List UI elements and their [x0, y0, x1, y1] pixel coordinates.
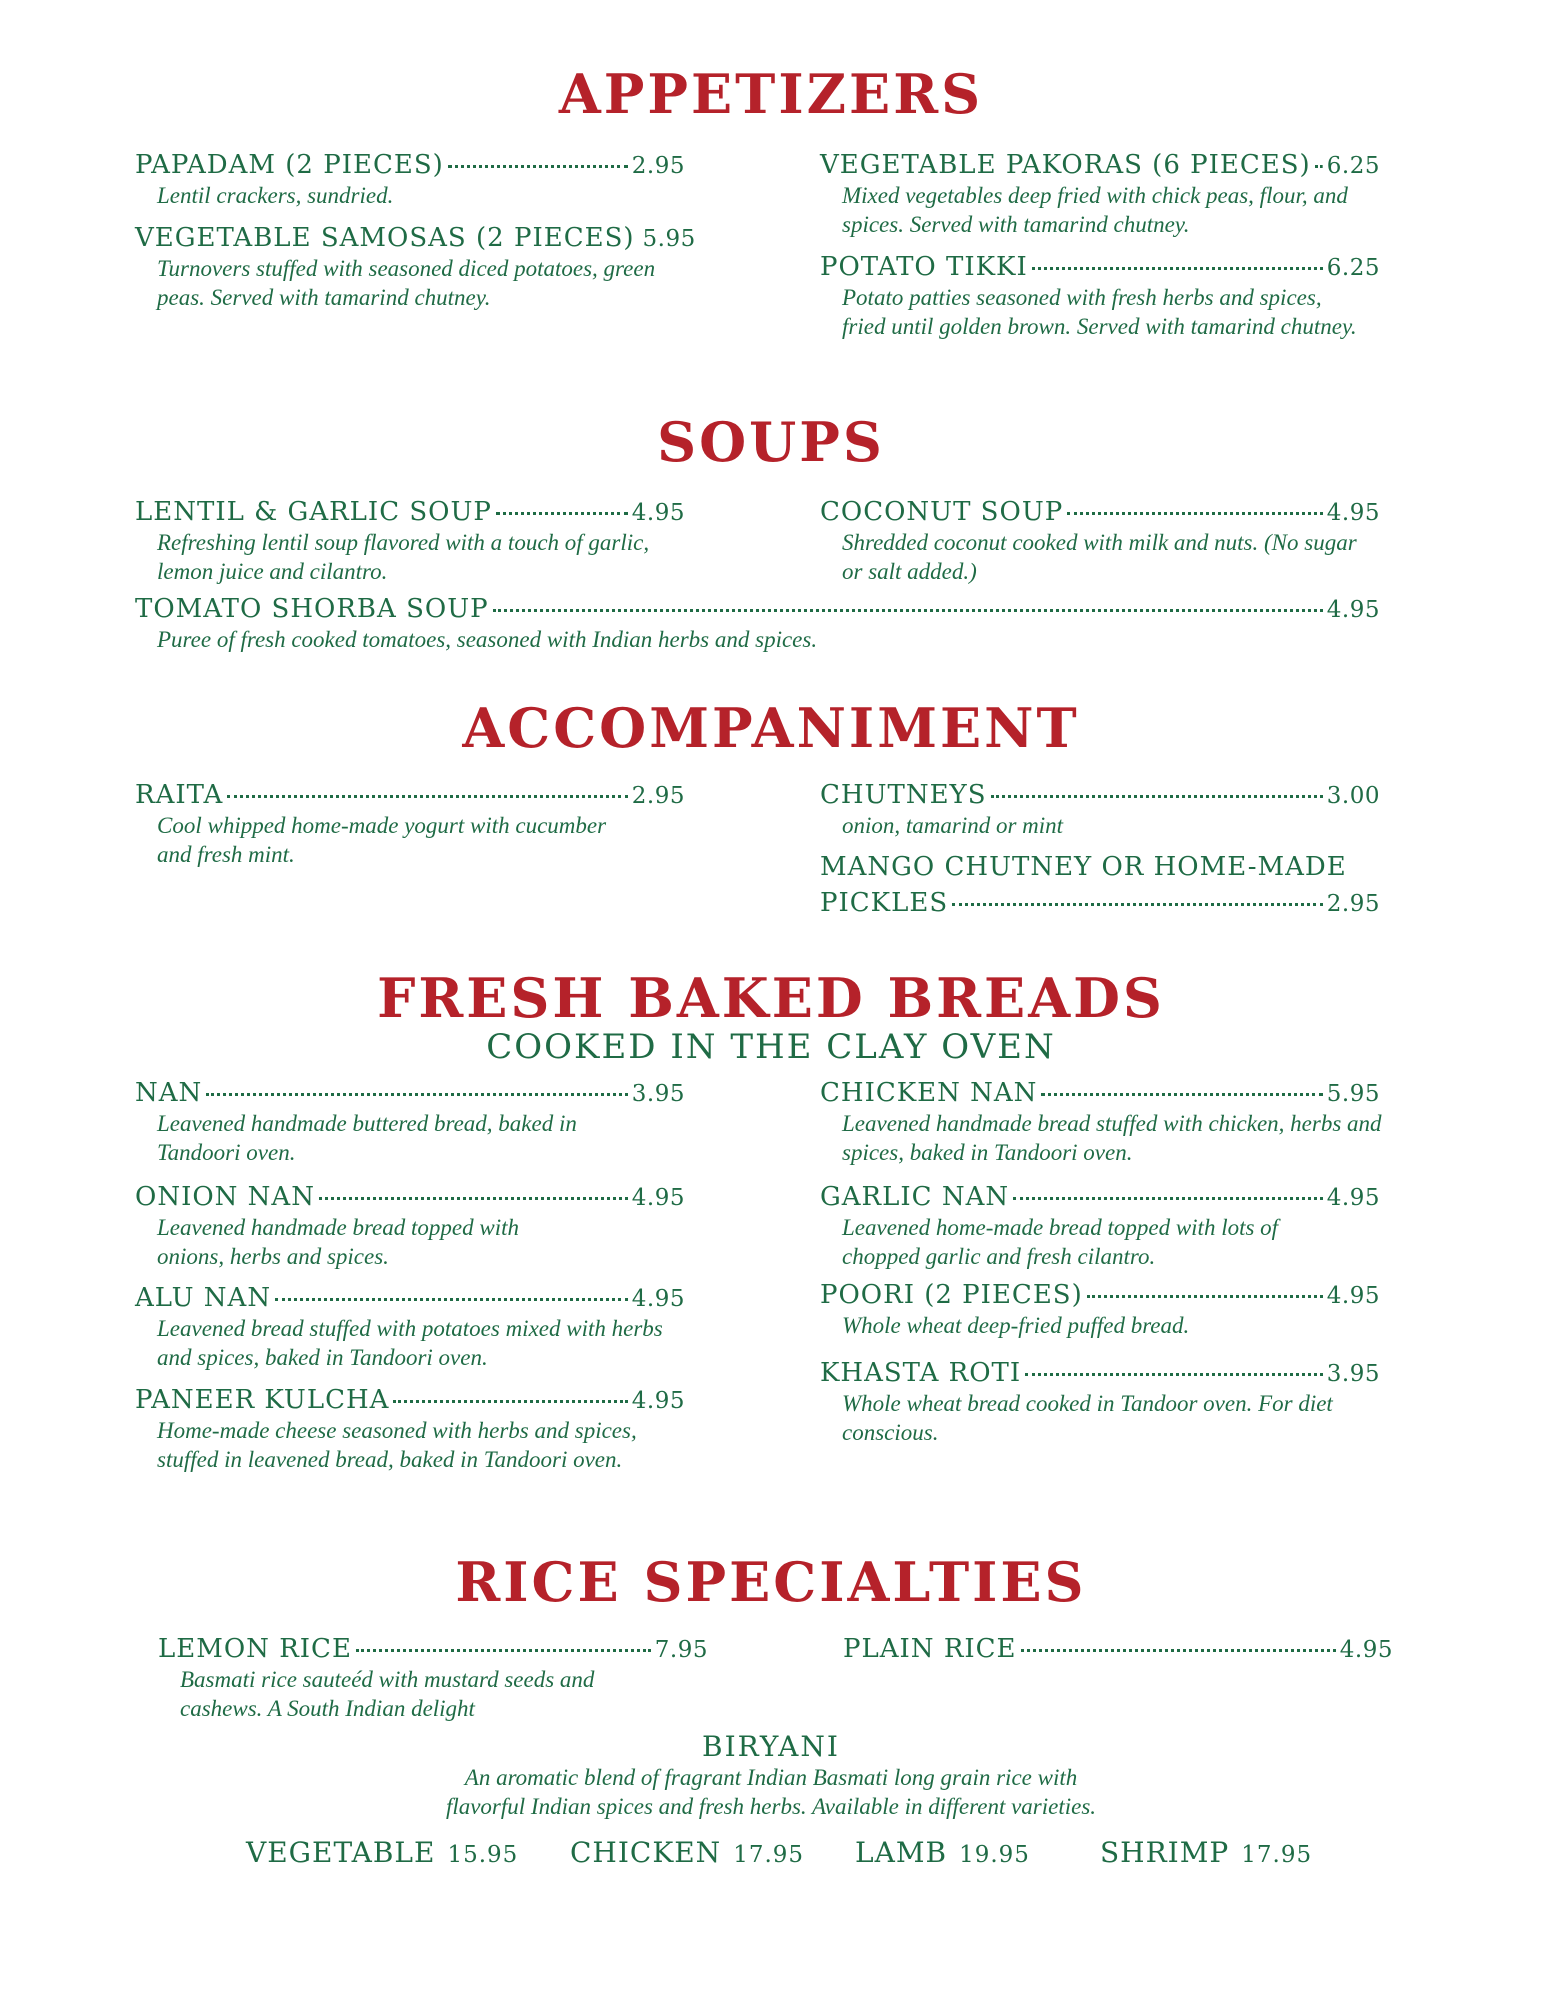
item-price: 5.95 — [642, 226, 696, 252]
menu-item-potato-tikki — [820, 252, 1380, 341]
leader-dots — [1315, 165, 1323, 168]
item-name: LEMON RICE — [158, 1634, 352, 1664]
variety-price: 19.95 — [959, 1842, 1030, 1868]
item-price: 2.95 — [1326, 891, 1380, 917]
item-name: CHUTNEYS — [820, 780, 987, 810]
biryani-description-line2: flavorful Indian spices and fresh herbs. Available in different varieties. — [445, 1794, 1097, 1819]
item-description: Puree of fresh cooked tomatoes, seasoned with Indian herbs and spices. — [157, 627, 818, 652]
rice-title: RICE SPECIALTIES — [455, 1550, 1087, 1614]
item-price: 4.95 — [1339, 1637, 1393, 1663]
leader-dots — [319, 1197, 628, 1200]
menu-item-paneer-kulcha — [135, 1385, 685, 1474]
item-name: CHICKEN NAN — [820, 1078, 1038, 1108]
biryani-variety-chicken — [570, 1836, 804, 1869]
item-description: Leavened handmade bread topped with onions, herbs and spices. — [157, 1215, 519, 1269]
leader-dots — [1032, 267, 1323, 270]
menu-item-lemon-rice — [158, 1634, 708, 1723]
menu-item-tomato-shorba-soup — [135, 594, 1380, 654]
leader-dots — [1021, 1649, 1336, 1652]
item-price: 4.95 — [1326, 1283, 1380, 1309]
biryani-title: BIRYANI — [702, 1730, 840, 1763]
item-description: Mixed vegetables deep fried with chick peas, flour, and spices. Served with tamarind chutney. — [842, 183, 1348, 237]
leader-dots — [991, 795, 1323, 798]
item-name: LENTIL & GARLIC SOUP — [135, 497, 492, 527]
item-name: RAITA — [135, 780, 224, 810]
leader-dots — [448, 165, 628, 168]
menu-item-chicken-nan — [820, 1078, 1380, 1167]
menu-item-khasta-roti — [820, 1358, 1380, 1447]
leader-dots — [496, 512, 628, 515]
item-name: ONION NAN — [135, 1182, 315, 1212]
item-price: 2.95 — [631, 153, 685, 179]
item-name: GARLIC NAN — [820, 1182, 1010, 1212]
variety-price: 17.95 — [1241, 1842, 1313, 1868]
soups-title: SOUPS — [657, 410, 885, 474]
item-description: Leavened home-made bread topped with lots of chopped garlic and fresh cilantro. — [842, 1215, 1279, 1269]
variety-price: 15.95 — [447, 1842, 519, 1868]
item-price: 4.95 — [1326, 597, 1380, 623]
biryani-description-line1: An aromatic blend of fragrant Indian Basmati long grain rice with — [464, 1765, 1078, 1790]
variety-price: 17.95 — [733, 1842, 805, 1868]
menu-item-onion-nan — [135, 1182, 685, 1271]
item-description: Leavened handmade buttered bread, baked in Tandoori oven. — [157, 1111, 577, 1165]
item-name: VEGETABLE PAKORAS (6 PIECES) — [820, 150, 1311, 180]
item-description: Lentil crackers, sundried. — [157, 183, 394, 208]
item-price: 6.25 — [1326, 153, 1380, 179]
item-description: Basmati rice sauteéd with mustard seeds and cashews. A South Indian delight — [180, 1667, 595, 1721]
item-name: NAN — [135, 1078, 203, 1108]
menu-item-vegetable-samosas — [135, 223, 696, 312]
menu-item-garlic-nan — [820, 1182, 1380, 1271]
breads-title: FRESH BAKED BREADS — [377, 966, 1165, 1030]
menu-item-poori — [820, 1280, 1380, 1340]
menu-item-lentil-garlic-soup — [135, 497, 685, 586]
leader-dots — [1067, 512, 1323, 515]
appetizers-title: APPETIZERS — [558, 62, 984, 126]
item-description: Home-made cheese seasoned with herbs and spices, stuffed in leavened bread, baked in Tandoori oven. — [157, 1418, 637, 1472]
menu-item-mango-chutney-pickles — [820, 852, 1380, 919]
item-price: 7.95 — [654, 1637, 708, 1663]
item-name: TOMATO SHORBA SOUP — [135, 594, 489, 624]
item-name: POORI (2 PIECES) — [820, 1280, 1083, 1310]
variety-name: CHICKEN — [570, 1836, 722, 1869]
item-name: KHASTA ROTI — [820, 1358, 1022, 1388]
item-name: PICKLES — [820, 888, 949, 918]
variety-name: LAMB — [855, 1836, 948, 1869]
item-description: Whole wheat deep-fried puffed bread. — [842, 1313, 1190, 1338]
item-price: 4.95 — [631, 1388, 685, 1414]
item-name: PANEER KULCHA — [135, 1385, 390, 1415]
item-price: 3.00 — [1326, 783, 1380, 809]
variety-name: SHRIMP — [1100, 1836, 1230, 1869]
menu-item-papadam — [135, 150, 685, 210]
item-price: 4.95 — [1326, 1185, 1380, 1211]
leader-dots — [206, 1093, 628, 1096]
item-price: 2.95 — [631, 783, 685, 809]
biryani-variety-shrimp — [1100, 1836, 1312, 1869]
item-price: 4.95 — [631, 1286, 685, 1312]
leader-dots — [1025, 1373, 1323, 1376]
leader-dots — [952, 903, 1323, 906]
item-description: onion, tamarind or mint — [842, 813, 1064, 838]
item-name: COCONUT SOUP — [820, 497, 1064, 527]
biryani-variety-lamb — [855, 1836, 1030, 1869]
item-name: PLAIN RICE — [843, 1634, 1017, 1664]
item-name-line1: MANGO CHUTNEY OR HOME-MADE — [820, 852, 1347, 882]
variety-name: VEGETABLE — [246, 1836, 436, 1869]
item-description: Shredded coconut cooked with milk and nuts. (No sugar or salt added.) — [842, 530, 1357, 584]
item-description: Cool whipped home-made yogurt with cucumber and fresh mint. — [157, 813, 607, 867]
item-name: VEGETABLE SAMOSAS (2 PIECES) — [135, 223, 635, 253]
item-description: Leavened bread stuffed with potatoes mixed with herbs and spices, baked in Tandoori oven. — [157, 1316, 663, 1370]
item-description: Potato patties seasoned with fresh herbs and spices, fried until golden brown. Served with tamarind chutney. — [842, 285, 1357, 339]
leader-dots — [1013, 1197, 1323, 1200]
accompaniment-title: ACCOMPANIMENT — [462, 696, 1080, 760]
breads-subtitle: COOKED IN THE CLAY OVEN — [486, 1027, 1056, 1067]
leader-dots — [1087, 1295, 1323, 1298]
menu-item-plain-rice — [843, 1634, 1393, 1665]
biryani-variety-vegetable — [246, 1836, 518, 1869]
menu-item-raita — [135, 780, 685, 869]
leader-dots — [275, 1298, 628, 1301]
item-description: Turnovers stuffed with seasoned diced potatoes, green peas. Served with tamarind chutney. — [157, 256, 656, 310]
item-price: 3.95 — [631, 1081, 685, 1107]
item-description: Whole wheat bread cooked in Tandoor oven. For diet conscious. — [842, 1391, 1333, 1445]
item-description: Refreshing lentil soup flavored with a touch of garlic, lemon juice and cilantro. — [157, 530, 650, 584]
menu-item-alu-nan — [135, 1283, 685, 1372]
menu-item-nan — [135, 1078, 685, 1167]
item-price: 4.95 — [631, 500, 685, 526]
leader-dots — [227, 795, 627, 798]
item-name: PAPADAM (2 PIECES) — [135, 150, 444, 180]
item-price: 5.95 — [1326, 1081, 1380, 1107]
item-price: 4.95 — [1326, 500, 1380, 526]
menu-item-coconut-soup — [820, 497, 1380, 586]
leader-dots — [393, 1400, 627, 1403]
item-price: 6.25 — [1326, 255, 1380, 281]
item-price: 3.95 — [1326, 1361, 1380, 1387]
leader-dots — [1041, 1093, 1322, 1096]
menu-item-vegetable-pakoras — [820, 150, 1380, 239]
leader-dots — [356, 1649, 651, 1652]
leader-dots — [493, 609, 1323, 612]
menu-item-chutneys — [820, 780, 1380, 840]
item-name: POTATO TIKKI — [820, 252, 1028, 282]
item-price: 4.95 — [631, 1185, 685, 1211]
item-name: ALU NAN — [135, 1283, 272, 1313]
item-description: Leavened handmade bread stuffed with chicken, herbs and spices, baked in Tandoori oven. — [842, 1111, 1382, 1165]
